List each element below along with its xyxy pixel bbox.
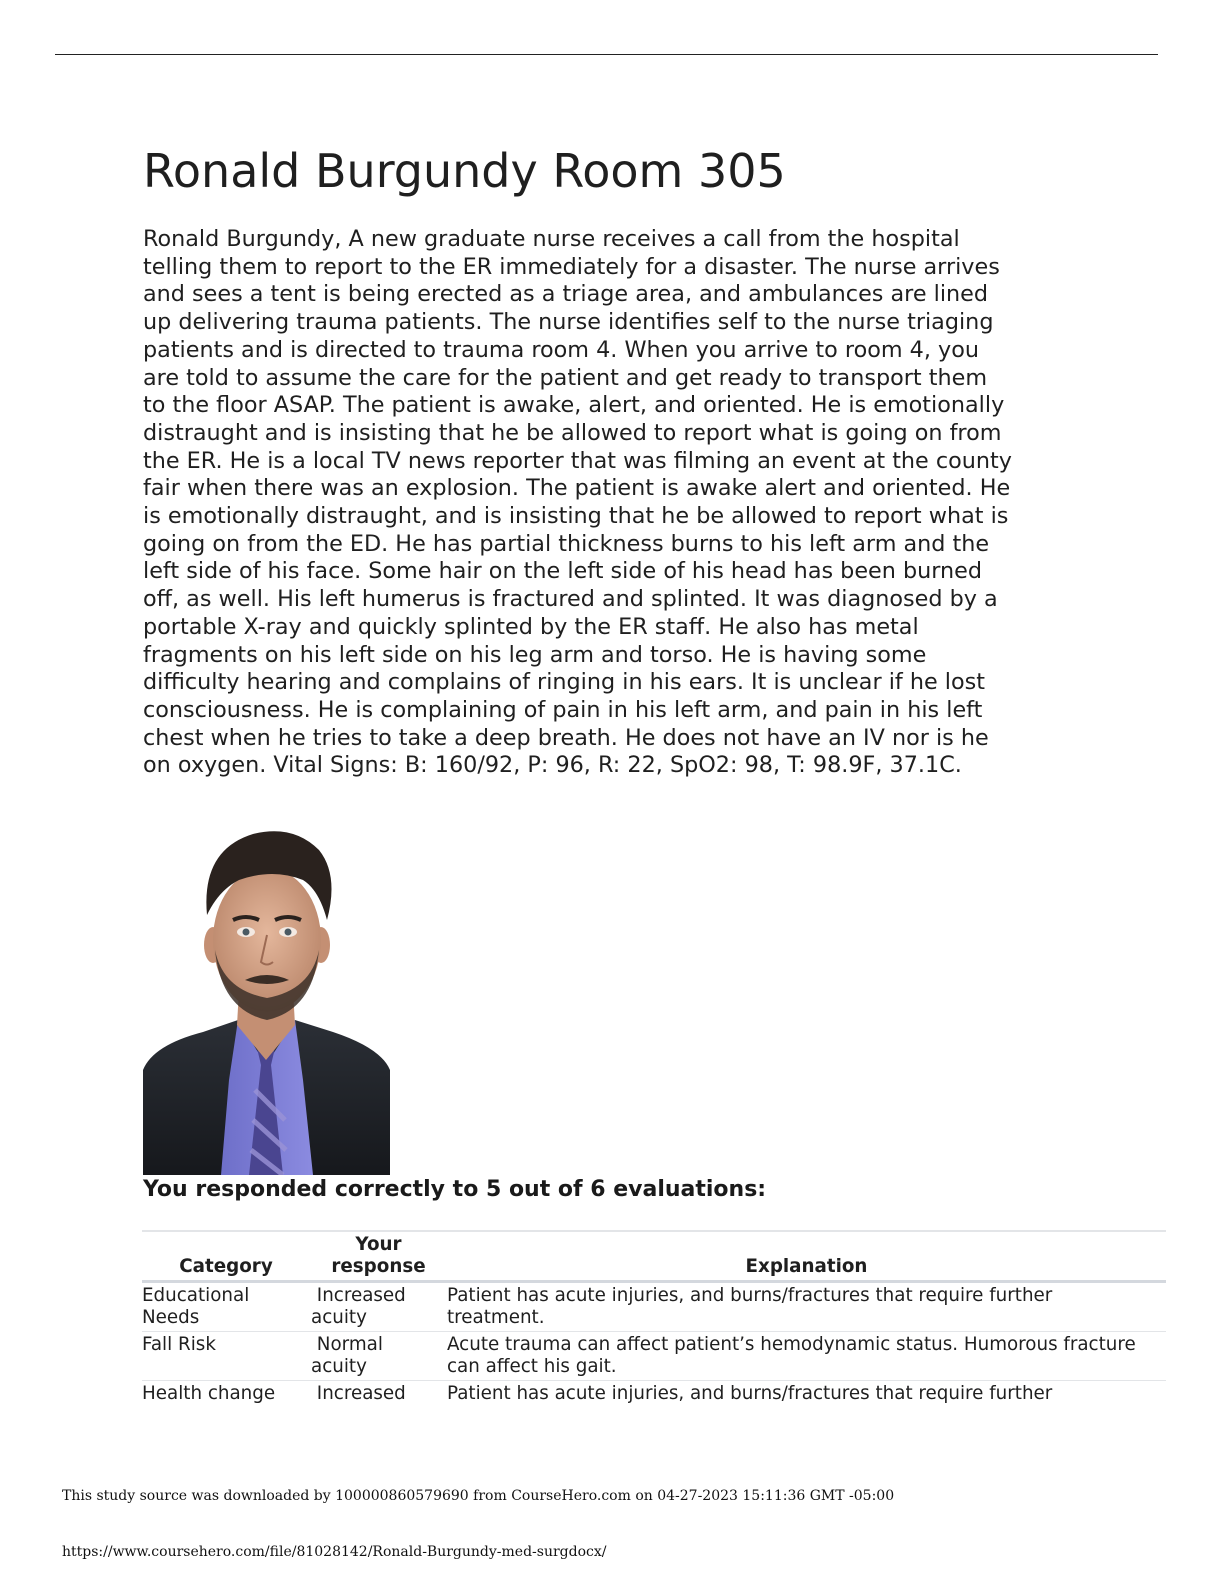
cell-category: Health change bbox=[142, 1383, 276, 1404]
case-line: patients and is directed to trauma room 4. When you arrive to room 4, you bbox=[143, 336, 980, 363]
case-line: fragments on his left side on his leg arm and torso. He is having some bbox=[143, 641, 927, 668]
patient-photo bbox=[143, 820, 390, 1175]
cell-explanation: Acute trauma can affect patient’s hemodynamic status. Humorous fracture can affect his gait. bbox=[447, 1334, 1136, 1377]
case-line: going on from the ED. He has partial thickness burns to his left arm and the bbox=[143, 530, 990, 557]
source-url[interactable]: https://www.coursehero.com/file/81028142/Ronald-Burgundy-med-surgdocx/ bbox=[62, 1544, 607, 1560]
score-summary: You responded correctly to 5 out of 6 evaluations: bbox=[143, 1177, 767, 1202]
download-notice: This study source was downloaded by 100000860579690 from CourseHero.com on 04-27-2023 15:11:36 GMT -05:00 bbox=[62, 1488, 895, 1504]
case-line: and sees a tent is being erected as a triage area, and ambulances are lined bbox=[143, 281, 989, 308]
case-line: telling them to report to the ER immediately for a disaster. The nurse arrives bbox=[143, 253, 1000, 280]
case-line: is emotionally distraught, and is insisting that he be allowed to report what is bbox=[143, 503, 1009, 530]
case-line: off, as well. His left humerus is fractured and splinted. It was diagnosed by a bbox=[143, 586, 998, 613]
cell-category: Fall Risk bbox=[142, 1334, 216, 1355]
header-response: Your response bbox=[331, 1234, 426, 1277]
case-line: up delivering trauma patients. The nurse identifies self to the nurse triaging bbox=[143, 309, 994, 336]
case-line: consciousness. He is complaining of pain in his left arm, and pain in his left bbox=[143, 696, 983, 723]
cell-response: Increased bbox=[311, 1383, 406, 1404]
case-line: the ER. He is a local TV news reporter that was filming an event at the county bbox=[143, 447, 1012, 474]
case-line: left side of his face. Some hair on the left side of his head has been burned bbox=[143, 558, 983, 585]
table-row bbox=[142, 1282, 1166, 1332]
case-description bbox=[143, 226, 1083, 780]
case-line: Ronald Burgundy, A new graduate nurse receives a call from the hospital bbox=[143, 226, 960, 252]
cell-response: Increased acuity bbox=[311, 1285, 406, 1328]
table-header-row bbox=[142, 1231, 1166, 1282]
case-line: portable X-ray and quickly splinted by the ER staff. He also has metal bbox=[143, 613, 919, 640]
case-line: on oxygen. Vital Signs: B: 160/92, P: 96, R: 22, SpO2: 98, T: 98.9F, 37.1C. bbox=[143, 752, 962, 779]
case-line: difficulty hearing and complains of ringing in his ears. It is unclear if he lost bbox=[143, 669, 985, 696]
case-line: chest when he tries to take a deep breath. He does not have an IV nor is he bbox=[143, 724, 989, 751]
case-line: to the floor ASAP. The patient is awake, alert, and oriented. He is emotionally bbox=[143, 392, 1005, 419]
cell-explanation: Patient has acute injuries, and burns/fractures that require further bbox=[447, 1383, 1053, 1404]
header-explanation: Explanation bbox=[745, 1256, 868, 1277]
cell-category: Educational Needs bbox=[142, 1285, 250, 1328]
cell-explanation: Patient has acute injuries, and burns/fractures that require further treatment. bbox=[447, 1285, 1053, 1328]
table-row bbox=[142, 1381, 1166, 1408]
table-row bbox=[142, 1332, 1166, 1381]
case-line: distraught and is insisting that he be allowed to report what is going on from bbox=[143, 419, 1002, 446]
case-line: fair when there was an explosion. The patient is awake alert and oriented. He bbox=[143, 475, 1011, 502]
header-category: Category bbox=[179, 1256, 273, 1277]
cell-response: Normal acuity bbox=[311, 1334, 383, 1377]
evaluation-table bbox=[142, 1230, 1166, 1407]
page-title: Ronald Burgundy Room 305 bbox=[143, 144, 786, 198]
case-line: are told to assume the care for the patient and get ready to transport them bbox=[143, 364, 988, 391]
top-rule bbox=[55, 54, 1158, 55]
